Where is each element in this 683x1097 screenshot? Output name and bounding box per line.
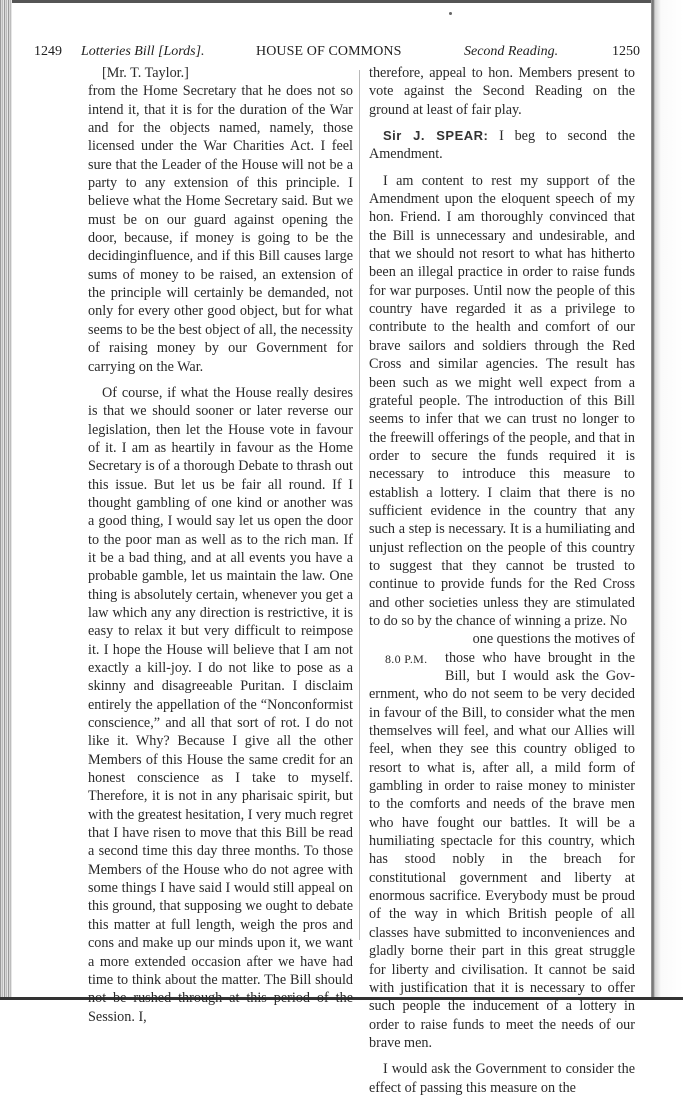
speech-text: I beg to second the Amendment. — [369, 128, 636, 163]
paragraph: ernment, who do not seem to be very decided in favour of the Bill, to consider what the men themselves will feel, and what our Allies will feel, when they see this country obliged to resort to what is, after all, a mild form of gambling in order to raise money to minister to the comforts and needs of the brave men who have fought our battles. It will be a humiliating spectacle for this country, which has stood nobly in the breach for constitutional government and liberty at enormous sacrifice. Everybody must be proud of the way in which British people of all classes have submitted to inconveniences and gladly borne their part in this great struggle for liberty and civilisation. It cannot be said with justification that it is necessary to offer such people the inducement of a lottery in order to raise funds to meet the needs of our brave men. — [369, 686, 635, 1051]
time-marker: 8.0 P.M. — [385, 652, 428, 667]
left-column — [88, 64, 353, 1026]
column-divider — [359, 70, 360, 940]
speech-opening — [369, 127, 635, 164]
bill-title: Lotteries Bill [Lords]. — [81, 44, 205, 59]
running-header — [34, 44, 640, 62]
paragraph: therefore, appeal to hon. Members present to vote against the Second Reading on the ground at least of fair play. — [369, 65, 635, 118]
right-column-number: 1250 — [612, 44, 640, 59]
paragraph: I would ask the Government to consider the effect of passing this measure on the — [369, 1061, 635, 1096]
page-top-edge — [0, 0, 683, 3]
paragraph: I am content to rest my support of the Amendment upon the eloquent speech of my hon. Friend. I am thoroughly convinced that the Bill is unnecessary and undesirable, and that we should not resort to what has hitherto been an illegal practice in order to raise funds for war purposes. Until now the people of this country have regarded it as a privilege to contribute to the health and comfort of our brave sailors and soldiers through the Red Cross and similar agencies. The result has been such as we might well expect from a grateful people. The introduction of this Bill seems to infer that we can trust no longer to the freewill offerings of the people, and that in order to secure the funds required it is necessary to introduce this measure to establish a lottery. I claim that there is no sufficient evidence in the country that any such a step is necessary. It is a humiliating and unjust reflection on the people of this country to suggest that they cannot be trusted to continue to provide funds for the Red Cross and other societies unless they are stimulated to do so by the chance of winning a prize. No — [369, 172, 635, 629]
house-name: HOUSE OF COMMONS — [256, 44, 402, 59]
text-line: those who have brought in the — [445, 649, 635, 666]
book-spine-edge — [0, 0, 12, 1000]
paragraph: from the Home Secretary that he does not so intend it, that it is for the duration of the War and for the objects named, namely, those licensed under the War Charities Act. I feel sure that the Leader of the House will not be a party to any extension of this principle. I believe what the Home Secretary said. But we must be on our guard against opening the door, because, if money is going to be the decidinginfluence, and if this Bill causes large sums of money to be raised, an extension of the principle will certainly be demanded, not only for every other good object, but for what seems to be the best object of all, the necessity of raising money by our Government for carrying on the War. — [88, 83, 353, 375]
paragraph: Of course, if what the House really desires is that we should sooner or later reverse our legislation, then let the House vote in favour of it. I am as heartily in favour as the Home Secretary is of a thorough Debate to thrash out this issue. But let us be fair all round. If I thought gambling of one kind or another was a good thing, I would say let us open the door to the poor man as well as to the rich man. If it be a bad thing, and at all events you have a probable gamble, let us maintain the law. One thing is absolutely certain, whenever you get a law which any any direction is restrictive, it is easy to relax it but very difficult to reimpose it. I hope the House will believe that I am not exactly a kill-joy. I do not like to pose as a skinny and disagreeable Puritan. I disclaim entirely the appellation of the “Nonconformist conscience,” and all that sort of rot. I do not like it. Why? Because I give all the other Members of this House the same credit for an honest conscience as I take to myself. Therefore, it is not in any pharisaic spirit, but with the greatest hesitation, I very much regret that I have risen to move that this Bill be read a second time this day three months. To those Members of the House who do not agree with some things I have said I would still appeal on this ground, that supposing we ought to debate this matter at full length, weigh the pros and cons and make up our minds upon it, we want a more extended occasion after we have had time to think about the matter. The Bill should not be rushed through at this period of the Session. I, — [88, 384, 353, 1025]
text-line: one questions the motives of — [472, 631, 635, 648]
timestamp-block — [369, 630, 635, 685]
left-column-number: 1249 — [34, 44, 62, 59]
print-speck — [449, 12, 452, 15]
reading-stage: Second Reading. — [464, 44, 559, 59]
speaker-name: Sir J. SPEAR: — [383, 128, 489, 144]
right-column — [369, 64, 635, 1097]
text-line: Bill, but I would ask the Gov- — [445, 668, 635, 684]
page-right-edge — [651, 0, 683, 1000]
speaker-tag: [Mr. T. Taylor.] — [102, 65, 189, 81]
